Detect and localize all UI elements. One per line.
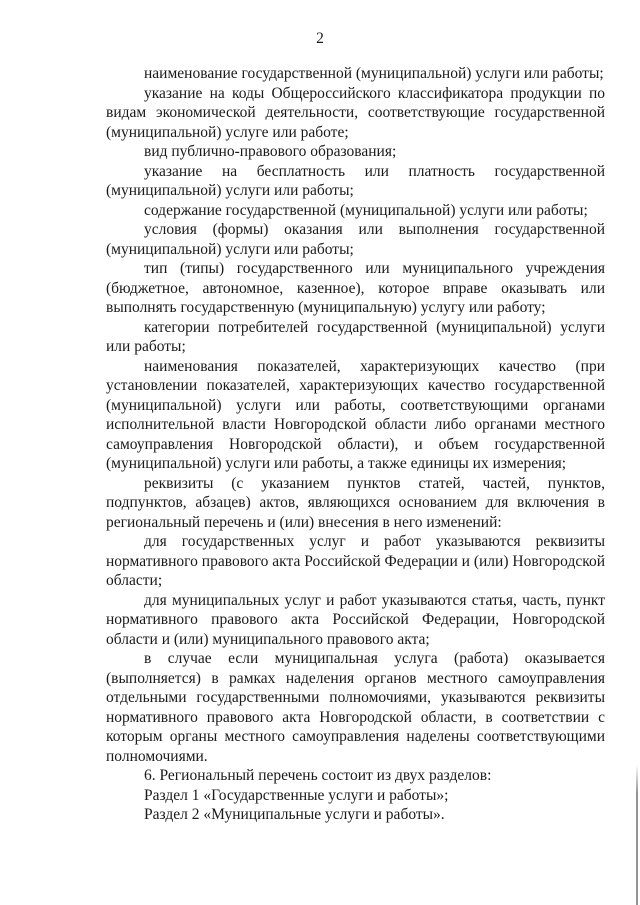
document-body [106,64,605,825]
scan-edge-artifact [636,765,638,905]
paragraph-service-name: наименование государственной (муниципальной) услуги или работы; [144,65,604,82]
page-number: 2 [316,30,324,47]
paragraph-state-services-requisites: для государственных услуг и работ указываются реквизиты нормативного правового акта Российской Федерации и (или) Новгородской области; [106,533,605,589]
paragraph-okpd-codes: указание на коды Общероссийского классификатора продукции по видам экономической деятельности, соответствующие государственной (муниципальной) услуге или работе; [106,84,605,141]
paragraph-free-or-paid: указание на бесплатность или платность государственной (муниципальной) услуги или работы; [106,162,605,199]
paragraph-institution-types: тип (типы) государственного или муниципального учреждения (бюджетное, автономное, казенное), которое вправе оказывать или выполнять государственную (муниципальную) услугу или работу; [106,260,605,316]
paragraph-conditions-forms: условия (формы) оказания или выполнения государственной (муниципальной) услуги или работы; [106,221,605,258]
paragraph-section-1: Раздел 1 «Государственные услуги и работы»; [144,786,449,804]
paragraph-consumer-categories: категории потребителей государственной (муниципальной) услуги или работы; [106,318,605,355]
paragraph-act-requisites: реквизиты (с указанием пунктов статей, частей, пунктов, подпунктов, абзацев) актов, являющихся основанием для включения в региональный перечень и (или) внесения в него изменений: [106,474,605,531]
paragraph-service-content: содержание государственной (муниципальной) услуги или работы; [144,201,588,219]
paragraph-public-entity-type: вид публично-правового образования; [144,143,397,160]
paragraph-municipal-services-requisites: для муниципальных услуг и работ указываются статья, часть, пункт нормативного правового акта Российской Федерации, Новгородской области и (или) муниципального правового акта; [106,591,605,648]
paragraph-section-6-heading: 6. Региональный перечень состоит из двух разделов: [144,767,492,784]
paragraph-section-2: Раздел 2 «Муниципальные услуги и работы». [144,806,445,823]
paragraph-quality-indicators: наименования показателей, характеризующих качество (при установлении показателей, характеризующих качество государственной (муниципальной) услуги или работы, соответствующими органами исполнительной власти Новгородской области либо органами местного самоуправления Новгородской области), и объем государственной (муниципальной) услуги или работы, а также единицы их измерения; [106,357,605,472]
paragraph-delegated-powers: в случае если муниципальная услуга (работа) оказывается (выполняется) в рамках наделения органов местного самоуправления отдельными государственными полномочиями, указываются реквизиты нормативного правового акта Новгородской области, в соответствии с которым органы местного самоуправления наделены соответствующими полномочиями. [106,650,605,765]
